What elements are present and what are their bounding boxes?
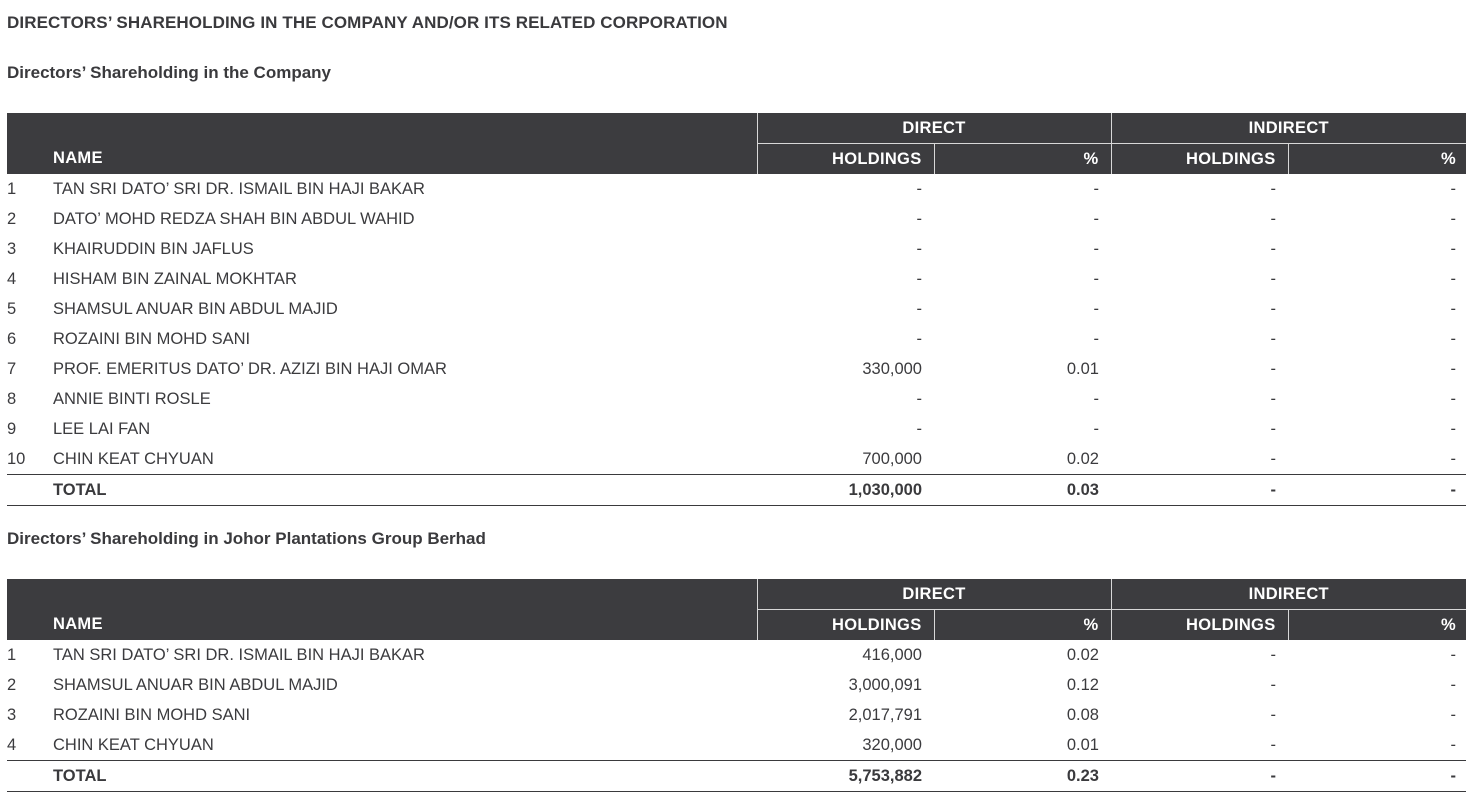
row-number: 8 [7, 389, 17, 408]
table-row [7, 354, 1466, 384]
director-name: TAN SRI DATO’ SRI DR. ISMAIL BIN HAJI BAKAR [53, 645, 425, 664]
direct-header: DIRECT [757, 113, 1111, 144]
indirect-percent: - [1450, 419, 1457, 438]
director-name: TAN SRI DATO’ SRI DR. ISMAIL BIN HAJI BAKAR [53, 179, 425, 198]
direct-percent-header: % [934, 610, 1111, 641]
table-row [7, 414, 1466, 444]
page-title: DIRECTORS’ SHAREHOLDING IN THE COMPANY AND/OR ITS RELATED CORPORATION [7, 13, 728, 32]
total-direct-holdings: 1,030,000 [757, 475, 934, 506]
table-row [7, 264, 1466, 294]
direct-holdings: 3,000,091 [848, 675, 922, 694]
number-header [7, 113, 53, 174]
direct-percent: - [1093, 419, 1099, 438]
direct-percent: - [1093, 269, 1099, 288]
total-number-cell [7, 761, 53, 792]
indirect-holdings: - [1270, 209, 1276, 228]
direct-percent: 0.01 [1066, 359, 1099, 378]
direct-percent: 0.02 [1066, 449, 1099, 468]
indirect-holdings: - [1270, 419, 1276, 438]
direct-holdings: - [916, 419, 922, 438]
table-row [7, 700, 1466, 730]
indirect-percent: - [1450, 359, 1457, 378]
director-name: HISHAM BIN ZAINAL MOKHTAR [53, 269, 297, 288]
total-row [7, 761, 1466, 792]
director-name: LEE LAI FAN [53, 419, 151, 438]
table-row [7, 294, 1466, 324]
row-number: 4 [7, 269, 17, 288]
director-name: SHAMSUL ANUAR BIN ABDUL MAJID [53, 675, 338, 694]
direct-percent: - [1093, 299, 1099, 318]
direct-holdings: - [916, 179, 922, 198]
company-shareholding-table [7, 113, 1466, 506]
total-indirect-percent: - [1288, 761, 1466, 792]
indirect-percent: - [1450, 645, 1457, 664]
name-header: NAME [53, 579, 757, 640]
indirect-holdings: - [1270, 269, 1276, 288]
row-number: 2 [7, 675, 17, 694]
direct-holdings: - [916, 209, 922, 228]
direct-holdings: - [916, 239, 922, 258]
indirect-percent: - [1450, 705, 1457, 724]
table-row [7, 174, 1466, 204]
indirect-percent: - [1450, 239, 1457, 258]
total-indirect-holdings: - [1111, 761, 1288, 792]
indirect-holdings-header: HOLDINGS [1111, 610, 1288, 641]
indirect-holdings: - [1270, 645, 1276, 664]
direct-holdings: 700,000 [862, 449, 922, 468]
jpg-shareholding-table [7, 579, 1466, 792]
direct-holdings-header: HOLDINGS [757, 610, 934, 641]
row-number: 1 [7, 645, 17, 664]
table-row [7, 730, 1466, 761]
indirect-holdings: - [1270, 359, 1276, 378]
direct-percent: - [1093, 329, 1099, 348]
indirect-percent: - [1450, 449, 1457, 468]
direct-percent: 0.08 [1066, 705, 1099, 724]
indirect-percent: - [1450, 269, 1457, 288]
row-number: 9 [7, 419, 17, 438]
direct-header: DIRECT [757, 579, 1111, 610]
table-row [7, 384, 1466, 414]
total-direct-percent: 0.23 [934, 761, 1111, 792]
direct-percent: - [1093, 179, 1099, 198]
row-number: 3 [7, 705, 17, 724]
jpg-table-body [7, 640, 1466, 792]
direct-percent: 0.12 [1066, 675, 1099, 694]
indirect-percent: - [1450, 299, 1457, 318]
direct-holdings: - [916, 269, 922, 288]
table-row [7, 234, 1466, 264]
company-table-body [7, 174, 1466, 506]
indirect-holdings: - [1270, 705, 1276, 724]
total-number-cell [7, 475, 53, 506]
total-label: TOTAL [53, 761, 757, 792]
indirect-holdings: - [1270, 179, 1276, 198]
director-name: PROF. EMERITUS DATO’ DR. AZIZI BIN HAJI OMAR [53, 359, 447, 378]
total-indirect-holdings: - [1111, 475, 1288, 506]
row-number: 3 [7, 239, 17, 258]
direct-percent: 0.01 [1066, 735, 1099, 754]
indirect-holdings: - [1270, 299, 1276, 318]
indirect-percent-header: % [1288, 610, 1466, 641]
direct-holdings-header: HOLDINGS [757, 144, 934, 175]
table-row [7, 204, 1466, 234]
indirect-holdings: - [1270, 329, 1276, 348]
director-name: KHAIRUDDIN BIN JAFLUS [53, 239, 254, 258]
indirect-percent: - [1450, 329, 1457, 348]
indirect-holdings: - [1270, 389, 1276, 408]
row-number: 7 [7, 359, 17, 378]
indirect-holdings: - [1270, 675, 1276, 694]
indirect-holdings: - [1270, 735, 1276, 754]
direct-percent: - [1093, 209, 1099, 228]
total-direct-holdings: 5,753,882 [757, 761, 934, 792]
table-row [7, 640, 1466, 670]
name-header: NAME [53, 113, 757, 174]
indirect-percent: - [1450, 209, 1457, 228]
direct-percent: - [1093, 389, 1099, 408]
director-name: DATO’ MOHD REDZA SHAH BIN ABDUL WAHID [53, 209, 415, 228]
director-name: SHAMSUL ANUAR BIN ABDUL MAJID [53, 299, 338, 318]
row-number: 2 [7, 209, 17, 228]
direct-holdings: 2,017,791 [848, 705, 922, 724]
indirect-header: INDIRECT [1111, 579, 1466, 610]
direct-percent: 0.02 [1066, 645, 1099, 664]
total-indirect-percent: - [1288, 475, 1466, 506]
direct-percent: - [1093, 239, 1099, 258]
row-number: 1 [7, 179, 17, 198]
direct-holdings: - [916, 299, 922, 318]
director-name: CHIN KEAT CHYUAN [53, 735, 214, 754]
director-name: ROZAINI BIN MOHD SANI [53, 705, 251, 724]
indirect-holdings: - [1270, 449, 1276, 468]
direct-holdings: 416,000 [862, 645, 922, 664]
total-label: TOTAL [53, 475, 757, 506]
direct-holdings: 320,000 [862, 735, 922, 754]
table-row [7, 670, 1466, 700]
indirect-percent: - [1450, 675, 1457, 694]
row-number: 6 [7, 329, 17, 348]
jpg-section-title: Directors’ Shareholding in Johor Plantations Group Berhad [7, 529, 486, 548]
indirect-percent-header: % [1288, 144, 1466, 175]
director-name: ANNIE BINTI ROSLE [53, 389, 211, 408]
director-name: ROZAINI BIN MOHD SANI [53, 329, 251, 348]
indirect-holdings: - [1270, 239, 1276, 258]
direct-holdings: - [916, 389, 922, 408]
row-number: 10 [7, 449, 26, 468]
row-number: 4 [7, 735, 17, 754]
direct-holdings: - [916, 329, 922, 348]
company-section-title: Directors’ Shareholding in the Company [7, 63, 331, 82]
total-direct-percent: 0.03 [934, 475, 1111, 506]
number-header [7, 579, 53, 640]
indirect-percent: - [1450, 735, 1457, 754]
total-row [7, 475, 1466, 506]
direct-holdings: 330,000 [862, 359, 922, 378]
row-number: 5 [7, 299, 17, 318]
direct-percent-header: % [934, 144, 1111, 175]
director-name: CHIN KEAT CHYUAN [53, 449, 214, 468]
table-row [7, 324, 1466, 354]
indirect-holdings-header: HOLDINGS [1111, 144, 1288, 175]
table-row [7, 444, 1466, 475]
indirect-percent: - [1450, 389, 1457, 408]
indirect-header: INDIRECT [1111, 113, 1466, 144]
indirect-percent: - [1450, 179, 1457, 198]
